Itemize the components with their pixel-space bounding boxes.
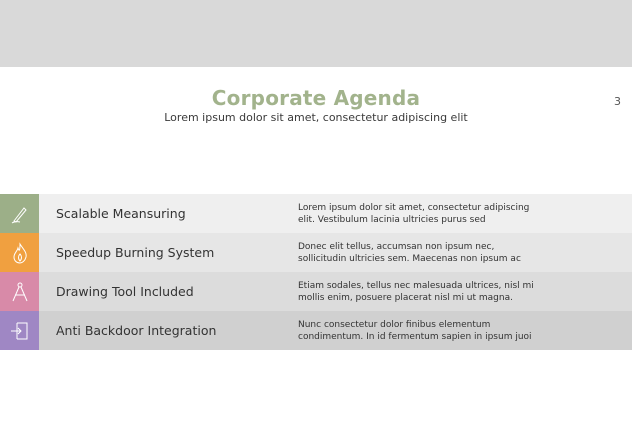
agenda-row-1 (0, 194, 632, 233)
agenda-item-label: Speedup Burning System (56, 245, 215, 260)
compass-icon (0, 272, 39, 311)
agenda-item-description: Nunc consectetur dolor finibus elementum condimentum. In id fermentum sapien in ipsum juoi (298, 320, 532, 342)
top-gray-band (0, 0, 632, 67)
pen-icon (0, 194, 39, 233)
agenda-item-description: Lorem ipsum dolor sit amet, consectetur adipiscing elit. Vestibulum lacinia ultricies purus sed (298, 203, 530, 225)
agenda-row-2 (0, 233, 632, 272)
agenda-row-4 (0, 311, 632, 350)
page-subtitle: Lorem ipsum dolor sit amet, consectetur adipiscing elit (164, 111, 468, 124)
page-title: Corporate Agenda (211, 86, 421, 110)
flame-icon (0, 233, 39, 272)
agenda-item-label: Drawing Tool Included (56, 284, 194, 299)
agenda-list (0, 194, 632, 350)
agenda-row-3 (0, 272, 632, 311)
agenda-item-label: Scalable Meansuring (56, 206, 186, 221)
agenda-item-description: Donec elit tellus, accumsan non ipsum nec, sollicitudin ultricies sem. Maecenas non ipsum ac (298, 242, 521, 264)
door-icon (0, 311, 39, 350)
agenda-item-description: Etiam sodales, tellus nec malesuada ultrices, nisl mi mollis enim, posuere placerat nisl mi ut magna. (298, 281, 534, 303)
page-number: 3 (614, 95, 621, 108)
agenda-item-label: Anti Backdoor Integration (56, 323, 217, 338)
